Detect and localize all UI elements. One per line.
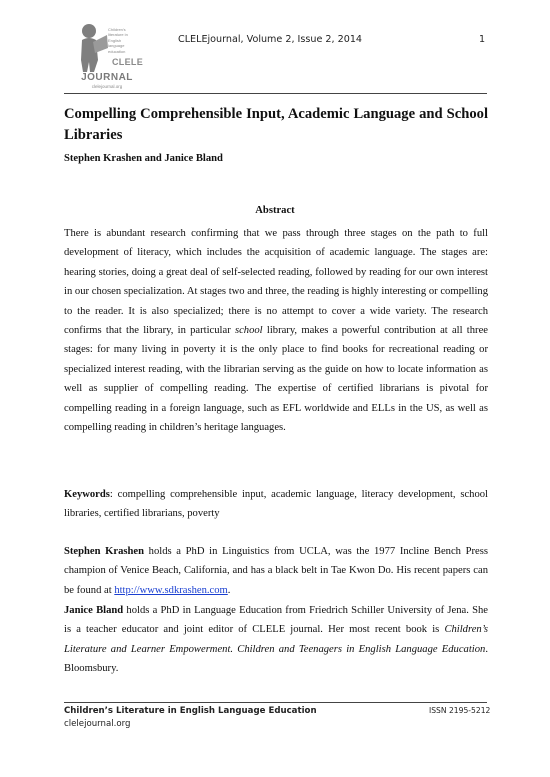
abstract-italic: school (234, 325, 263, 337)
running-head: CLELEjournal, Volume 2, Issue 2, 2014 (178, 34, 363, 45)
keywords-label: Keywords (64, 489, 110, 500)
journal-logo (74, 22, 144, 92)
footer-journal (64, 705, 317, 731)
keywords: Keywords: compelling comprehensible input, academic language, literacy development, school libraries, certified librarians, poverty (64, 489, 488, 520)
logo-clele: CLELE (112, 57, 144, 67)
footer-issn: ISSN 2195-5212 (429, 706, 491, 715)
logo-small-text: Children's literature in English language education (108, 27, 128, 54)
article-title (64, 104, 488, 146)
page-number: 1 (479, 34, 486, 45)
abstract-heading: Abstract (255, 205, 295, 216)
footer-rule (64, 702, 487, 703)
logo-url: clelejournal.org (91, 84, 123, 89)
reading-child-icon (74, 22, 110, 74)
title-line-1: Compelling Comprehensible Input, Academic Language and School (64, 106, 488, 122)
krashen-website-link[interactable]: http://www.sdkrashen.com (114, 584, 228, 596)
book-title: Children’s Literature and Learner Empowerment. Children and Teenagers in English Language Education (64, 624, 488, 655)
header-rule (64, 93, 487, 94)
footer-website: clelejournal.org (64, 719, 131, 729)
author-bio-bland: Janice Bland holds a PhD in Language Education from Friedrich Schiller University of Jena. She is a teacher educator and joint editor of CLELE journal. Her most recent book is Children’s Literature and Learner Empowerment. Children and Teenagers in English Language Education. Bloomsbury. (64, 605, 488, 675)
footer-journal-name: Children’s Literature in English Language Education (64, 706, 317, 716)
author-bio-krashen: Stephen Krashen holds a PhD in Linguistics from UCLA, was the 1977 Incline Bench Press champion of Venice Beach, California, and has a black belt in Tae Kwon Do. His recent papers can be found at http://www.sdkrashen.com. (64, 546, 488, 596)
title-line-2: Libraries (64, 127, 123, 143)
abstract-text: There is abundant research confirming that we pass through three stages on the path to full development of literacy, which includes the acquisition of academic language. The stages are: hearing stories, doing a great deal of self-selected reading, followed by reading for our own interest in our chosen specialization. At stages two and three, the reading is highly interesting or compelling to the reader. It is also specialized; there is no attempt to cover a wide variety. The research confirms that the library, in particular school library, makes a powerful contribution at all three stages: for many living in poverty it is the only place to find books for recreational reading or specialized interest reading, with the librarian serving as the guide on how to locate information as well as supplier of compelling reading. The expertise of certified librarians is pivotal for compelling reading in a foreign language, such as EFL worldwide and ELLs in the US, as well as compelling reading in children’s heritage languages. (64, 228, 488, 434)
authors: Stephen Krashen and Janice Bland (64, 153, 223, 164)
logo-journal: JOURNAL (81, 72, 133, 83)
